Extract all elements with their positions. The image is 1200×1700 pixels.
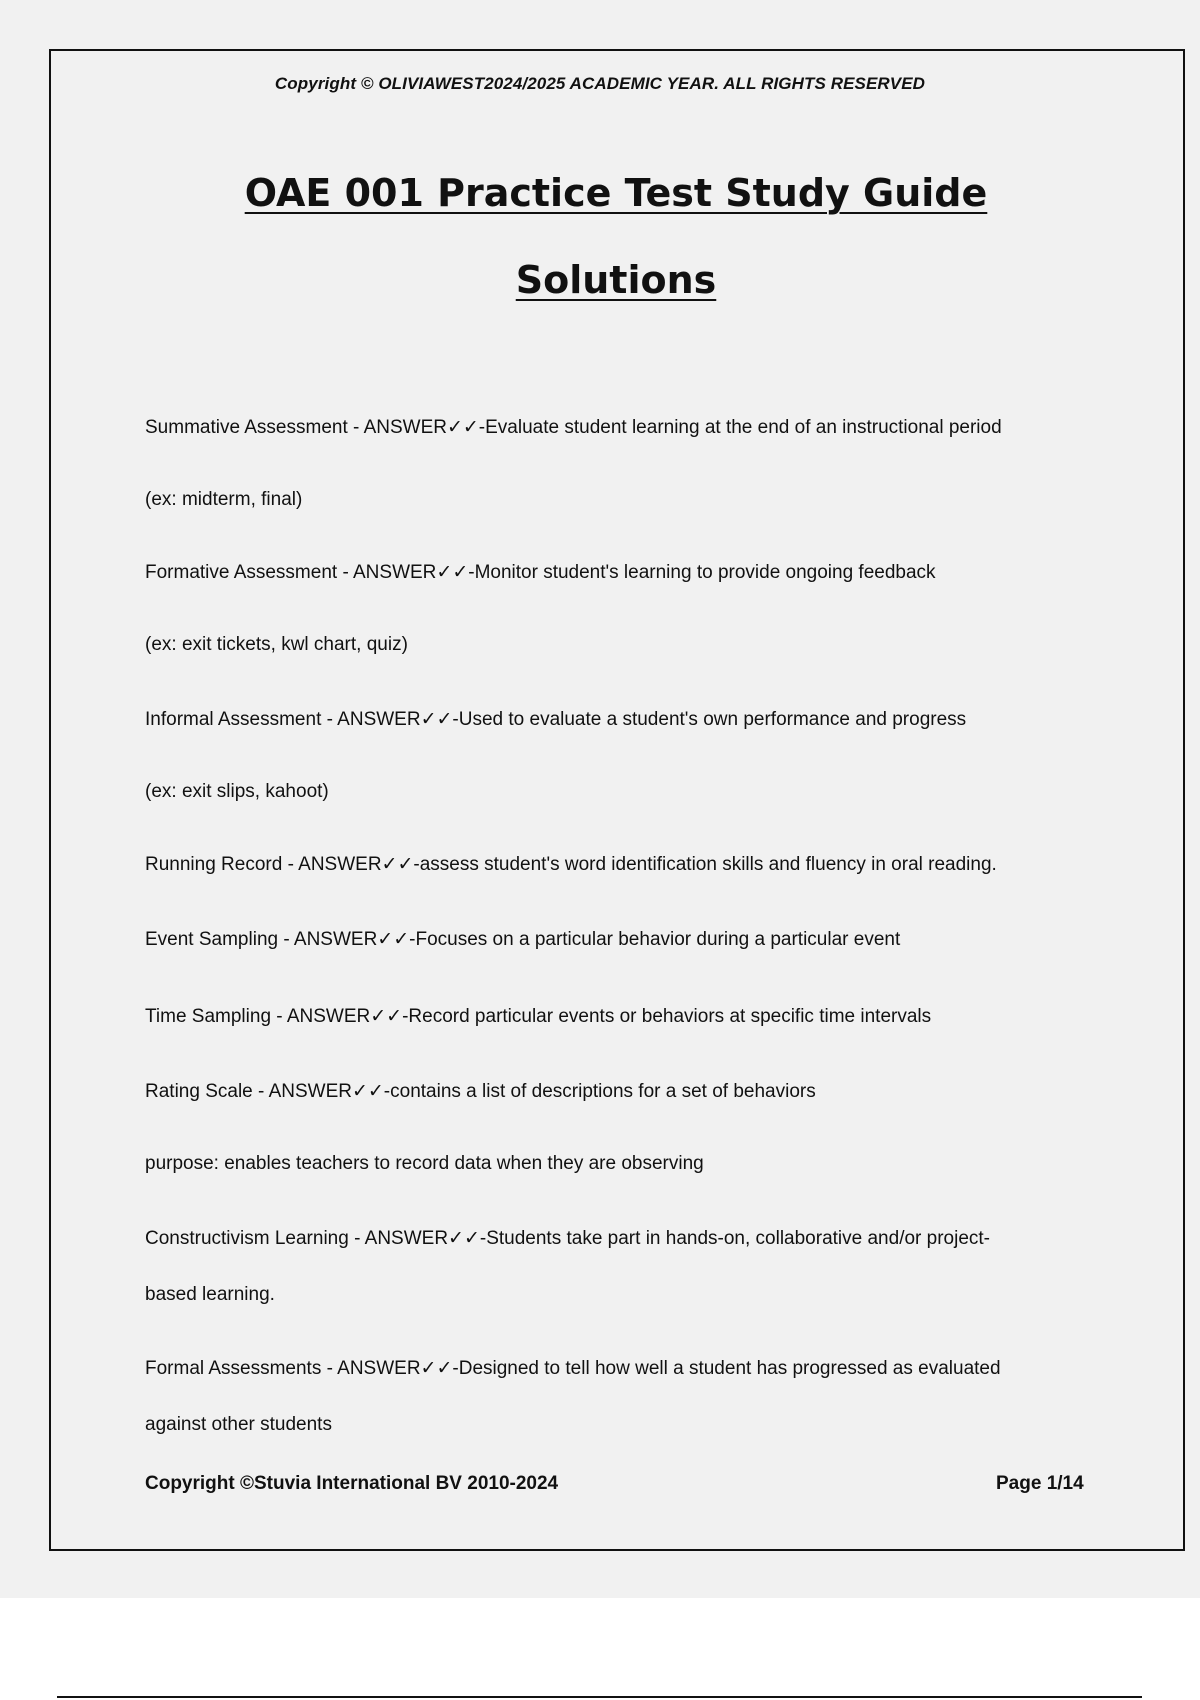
content-line-formative-assessment: Formative Assessment - ANSWER✓✓-Monitor student's learning to provide ongoing feedback — [145, 562, 936, 583]
content-line-formative-example: (ex: exit tickets, kwl chart, quiz) — [145, 634, 408, 655]
header-copyright: Copyright © OLIVIAWEST2024/2025 ACADEMIC YEAR. ALL RIGHTS RESERVED — [274, 74, 926, 93]
page-number: Page 1/14 — [996, 1473, 1084, 1494]
content-line-event-sampling: Event Sampling - ANSWER✓✓-Focuses on a particular behavior during a particular event — [145, 929, 901, 950]
content-line-informal-example: (ex: exit slips, kahoot) — [145, 781, 329, 802]
content-line-rating-scale: Rating Scale - ANSWER✓✓-contains a list of descriptions for a set of behaviors — [145, 1081, 816, 1102]
content-line-formal-assessments-continued: against other students — [145, 1414, 332, 1435]
content-line-summative-assessment: Summative Assessment - ANSWER✓✓-Evaluate student learning at the end of an instructional period — [145, 417, 1002, 438]
content-line-time-sampling: Time Sampling - ANSWER✓✓-Record particular events or behaviors at specific time intervals — [145, 1006, 932, 1027]
content-line-formal-assessments: Formal Assessments - ANSWER✓✓-Designed to tell how well a student has progressed as evaluated — [145, 1358, 1001, 1379]
content-line-running-record: Running Record - ANSWER✓✓-assess student's word identification skills and fluency in oral reading. — [145, 854, 997, 875]
footer-copyright: Copyright ©Stuvia International BV 2010-2024 — [145, 1473, 559, 1494]
document-title-line-1: OAE 001 Practice Test Study Guide — [244, 171, 988, 215]
content-line-summative-example: (ex: midterm, final) — [145, 489, 303, 510]
content-line-informal-assessment: Informal Assessment - ANSWER✓✓-Used to evaluate a student's own performance and progress — [145, 709, 967, 730]
content-line-constructivism-continued: based learning. — [145, 1284, 275, 1305]
document-title-line-2: Solutions — [515, 258, 717, 302]
content-line-rating-scale-purpose: purpose: enables teachers to record data when they are observing — [145, 1153, 704, 1174]
content-line-constructivism-learning: Constructivism Learning - ANSWER✓✓-Students take part in hands-on, collaborative and/or project- — [145, 1228, 990, 1249]
bottom-divider — [57, 1696, 1142, 1698]
